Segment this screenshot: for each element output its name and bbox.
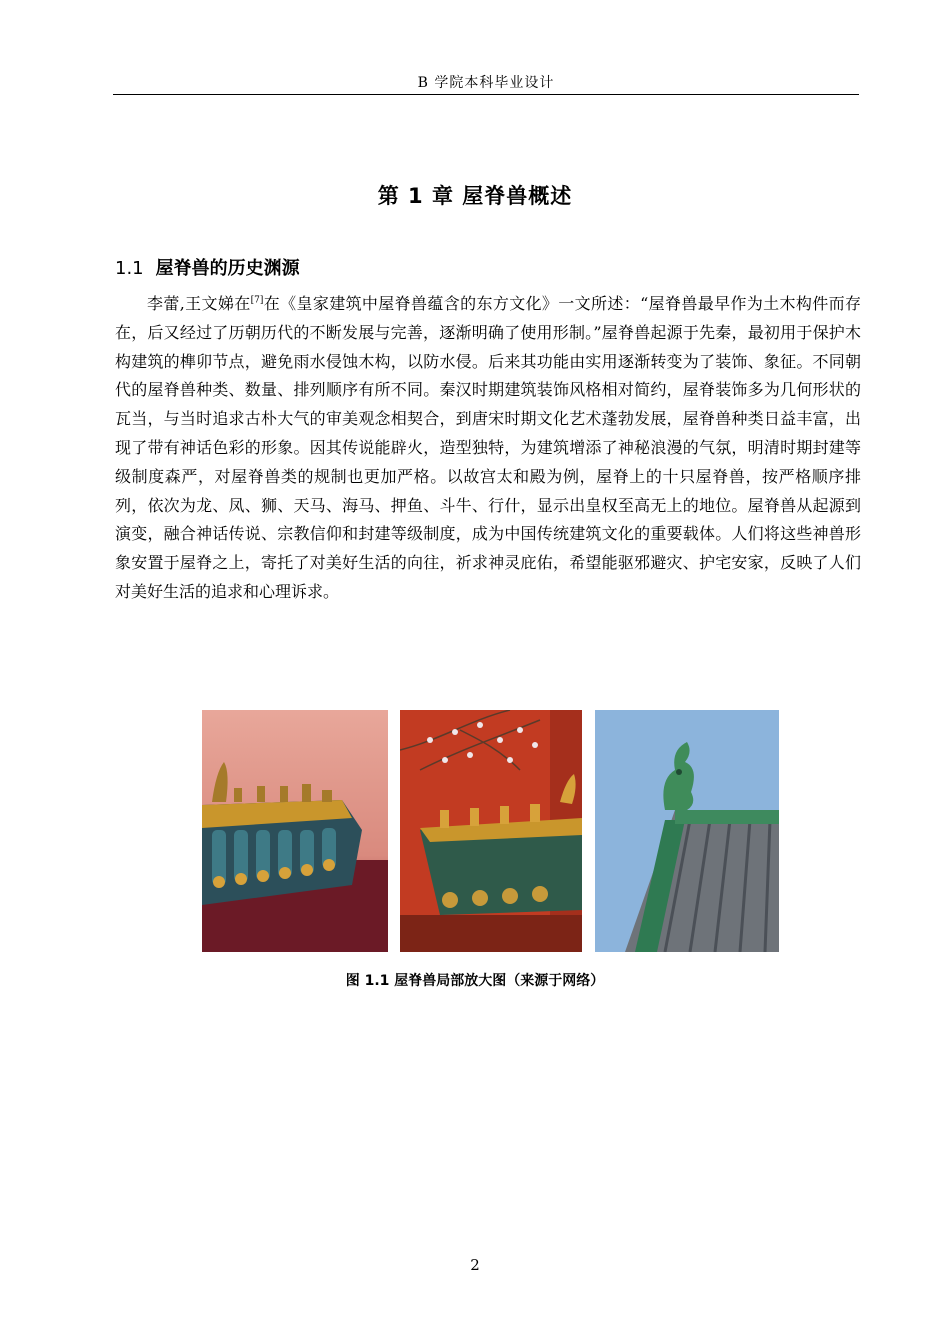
body-paragraph <box>115 290 861 607</box>
ridge-beast-photo-1 <box>202 710 388 952</box>
body-text <box>115 290 861 607</box>
ridge-beast-photo-3 <box>595 710 779 952</box>
paragraph-rest: 在《皇家建筑中屋脊兽蕴含的东方文化》一文所述：“屋脊兽最早作为土木构件而存在，后又经过了历朝历代的不断发展与完善，逐渐明确了使用形制。”屋脊兽起源于先秦，最初用于保护木构建筑的榫卯节点，避免雨水侵蚀木构，以防水侵。后来其功能由实用逐渐转变为了装饰、象征。不同朝代的屋脊兽种类、数量、排列顺序有所不同。秦汉时期建筑装饰风格相对简约，屋脊装饰多为几何形状的瓦当，与当时追求古朴大气的审美观念相契合，到唐宋时期文化艺术蓬勃发展，屋脊兽种类日益丰富，出现了带有神话色彩的形象。因其传说能辟火，造型独特，为建筑增添了神秘浪漫的气氛，明清时期封建等级制度森严，对屋脊兽类的规制也更加严格。以故宫太和殿为例，屋脊上的十只屋脊兽，按严格顺序排列，依次为龙、凤、狮、天马、海马、押鱼、斗牛、行什，显示出皇权至高无上的地位。屋脊兽从起源到演变，融合神话传说、宗教信仰和封建等级制度，成为中国传统建筑文化的重要载体。人们将这些神兽形象安置于屋脊之上，寄托了对美好生活的向往，祈求神灵庇佑，希望能驱邪避灾、护宅安家，反映了人们对美好生活的追求和心理诉求。 <box>115 294 861 601</box>
ridge-beast-photo-2 <box>400 710 582 952</box>
figure-caption: 图 1.1 屋脊兽局部放大图（来源于网络） <box>345 973 605 989</box>
page-header: B 学院本科毕业设计 <box>113 74 859 95</box>
paragraph-lead: 李蕾,王文娣在 <box>147 294 251 313</box>
citation-ref: [7] <box>250 295 264 306</box>
page-number: 2 <box>470 1256 480 1274</box>
chapter-title: 第 1 章 屋脊兽概述 <box>377 184 573 208</box>
section-number: 1.1 <box>115 258 144 279</box>
section-heading <box>115 254 300 280</box>
section-title: 屋脊兽的历史渊源 <box>155 258 300 279</box>
